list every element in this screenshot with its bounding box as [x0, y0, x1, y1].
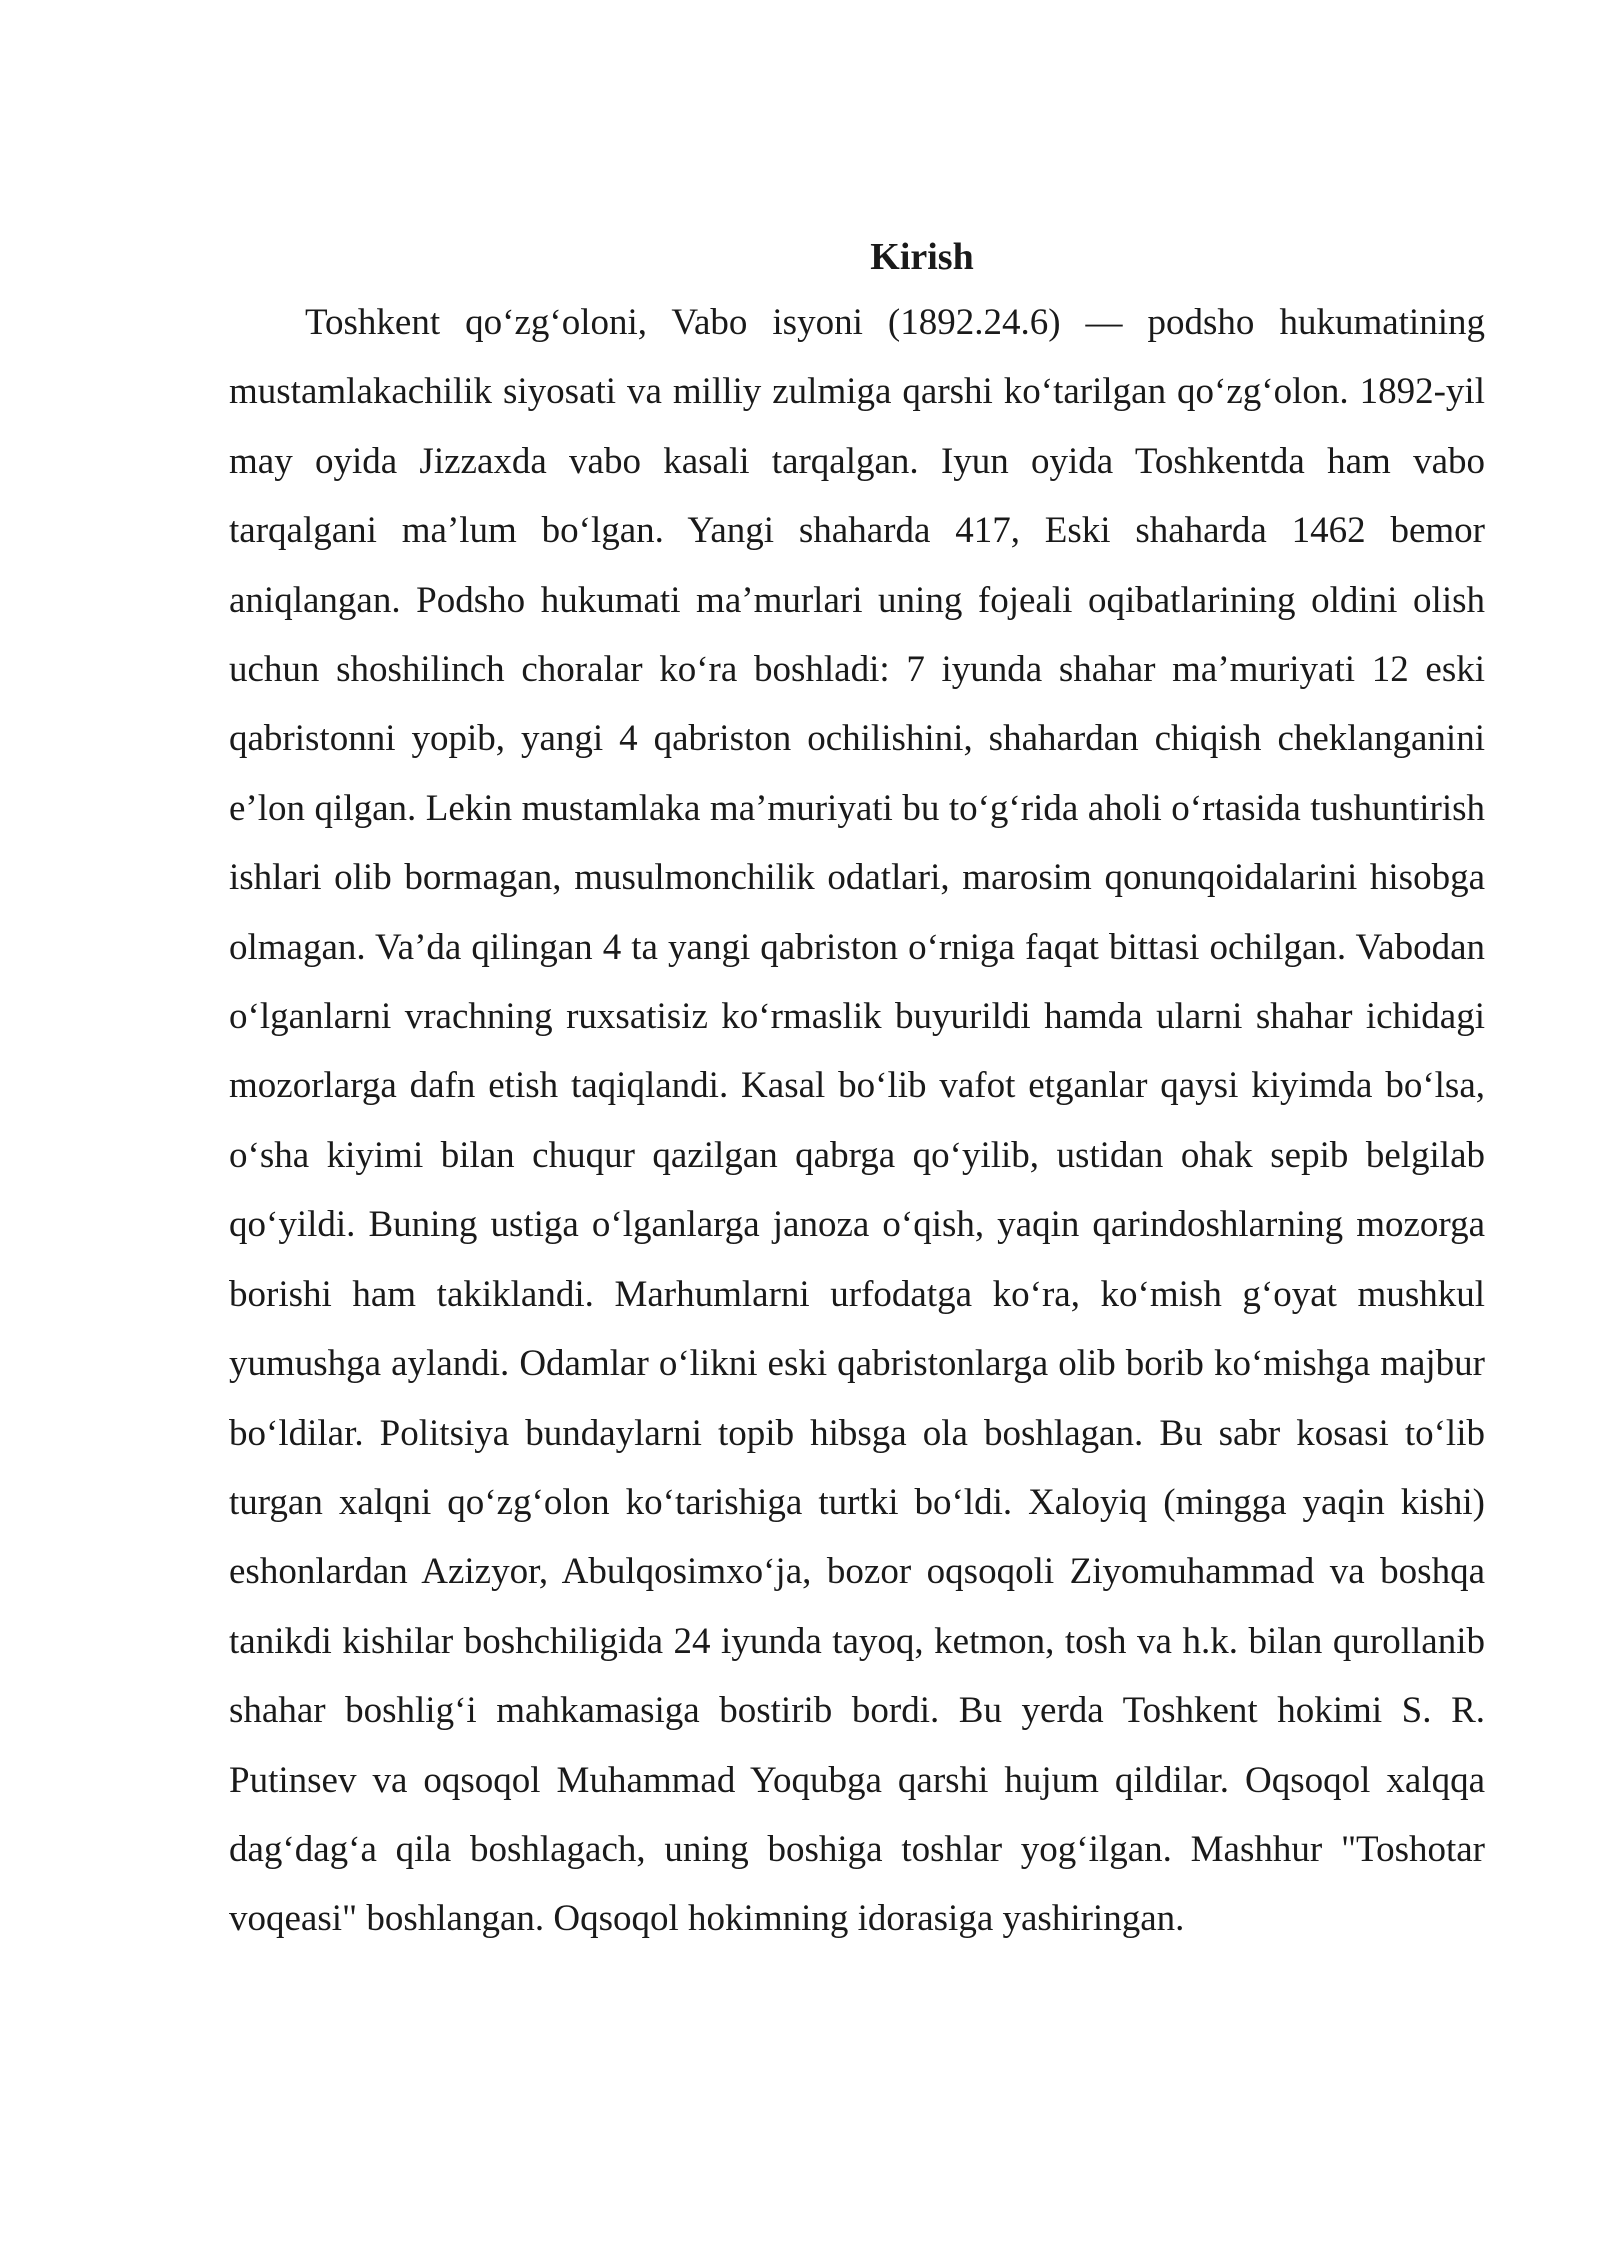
body-paragraph: Toshkent qo‘zg‘oloni, Vabo isyoni (1892.24.6) — podsho hukumatining mustamlakachilik siyosati va milliy zulmiga qarshi ko‘tarilgan qo‘zg‘olon. 1892-yil may oyida Jizzaxda vabo kasali tarqalgan. Iyun oyida Toshkentda ham vabo tarqalgani ma’lum bo‘lgan. Yangi shaharda 417, Eski shaharda 1462 bemor aniqlangan. Podsho hukumati ma’murlari uning fojeali oqibatlarining oldini olish uchun shoshilinch choralar ko‘ra boshladi: 7 iyunda shahar ma’muriyati 12 eski qabristonni yopib, yangi 4 qabriston ochilishini, shahardan chiqish cheklanganini e’lon qilgan. Lekin mustamlaka ma’muriyati bu to‘g‘rida aholi o‘rtasida tushuntirish ishlari olib bormagan, musulmonchilik odatlari, marosim qonunqoidalarini hisobga olmagan. Va’da qilingan 4 ta yangi qabriston o‘rniga faqat bittasi ochilgan. Vabodan o‘lganlarni vrachning ruxsatisiz ko‘rmaslik buyurildi hamda ularni shahar ichidagi mozorlarga dafn etish taqiqlandi. Kasal bo‘lib vafot etganlar qaysi kiyimda bo‘lsa, o‘sha kiyimi bilan chuqur qazilgan qabrga qo‘yilib, ustidan ohak sepib belgilab qo‘yildi. Buning ustiga o‘lganlarga janoza o‘qish, yaqin qarindoshlarning mozorga borishi ham takiklandi. Marhumlarni urfodatga ko‘ra, ko‘mish g‘oyat mushkul yumushga aylandi. Odamlar o‘likni eski qabristonlarga olib borib ko‘mishga majbur bo‘ldilar. Politsiya bundaylarni topib hibsga ola boshlagan. Bu sabr kosasi to‘lib turgan xalqni qo‘zg‘olon ko‘tarishiga turtki bo‘ldi. Xaloyiq (mingga yaqin kishi) eshonlardan Azizyor, Abulqosimxo‘ja, bozor oqsoqoli Ziyomuhammad va boshqa tanikdi kishilar boshchiligida 24 iyunda tayoq, ketmon, tosh va h.k. bilan qurollanib shahar boshlig‘i mahkamasiga bostirib bordi. Bu yerda Toshkent hokimi S. R. Putinsev va oqsoqol Muhammad Yoqubga qarshi hujum qildilar. Oqsoqol xalqqa dag‘dag‘a qila boshlagach, uning boshiga toshlar yog‘ilgan. Mashhur "Toshotar voqeasi" boshlangan. Oqsoqol hokimning idorasiga yashiringan. [229, 302, 1485, 1940]
page-title: Kirish [870, 236, 974, 278]
document-content [229, 226, 1485, 2164]
